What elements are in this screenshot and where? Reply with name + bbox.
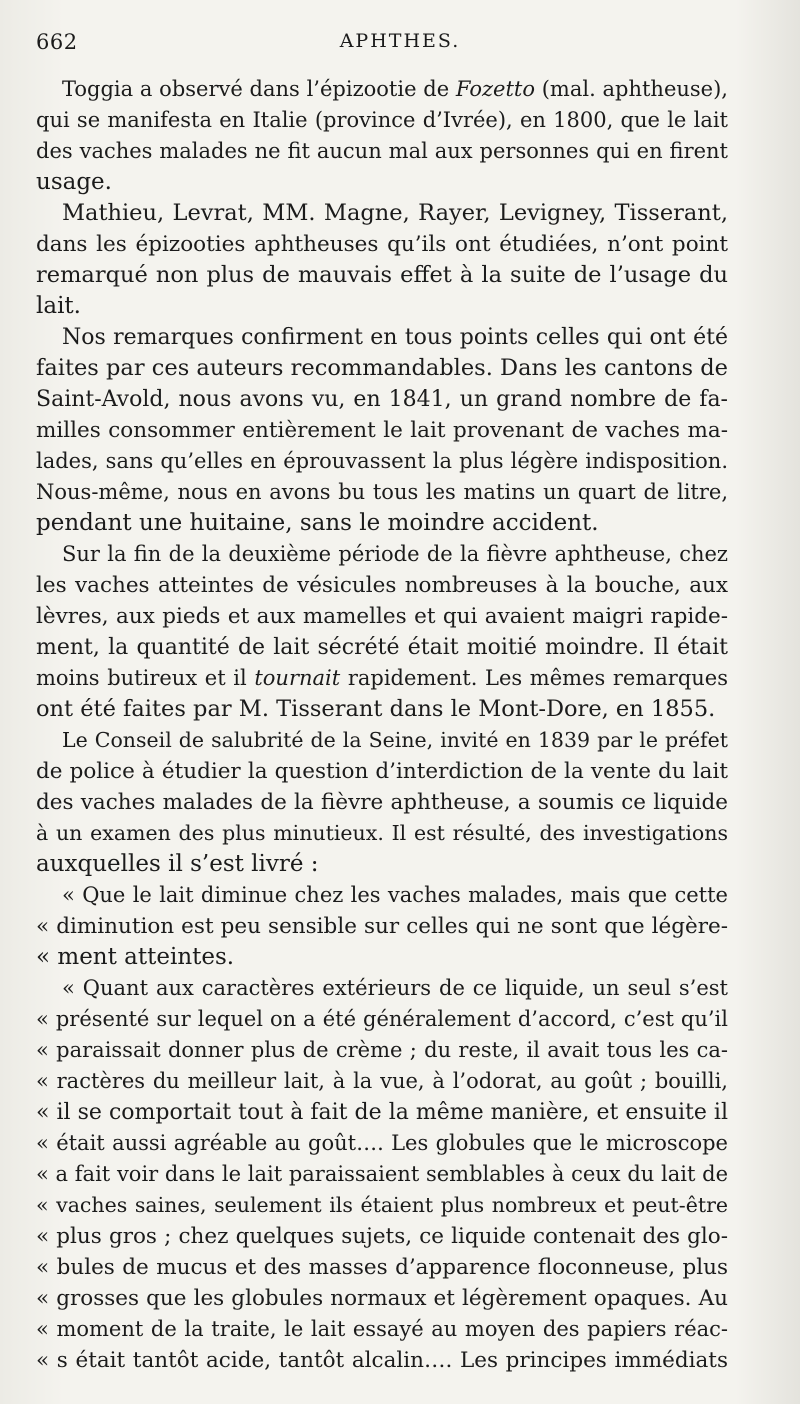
text-line: milles consommer entièrement le lait provenant de vaches ma- <box>36 418 728 443</box>
text-line: pendant une huitaine, sans le moindre accident. <box>36 510 599 536</box>
text-line: lades, sans qu’elles en éprouvassent la plus légère indisposition. <box>36 449 728 473</box>
text-line: auxquelles il s’est livré : <box>36 851 319 877</box>
text-line: « a fait voir dans le lait paraissaient semblables à ceux du lait de <box>36 1162 728 1186</box>
text-line: à un examen des plus minutieux. Il est résulté, des investigations <box>36 821 728 845</box>
text-line: qui se manifesta en Italie (province d’Ivrée), en 1800, que le lait <box>36 108 728 132</box>
text-line: ont été faites par M. Tisserant dans le Mont-Dore, en 1855. <box>36 696 716 722</box>
text-line: usage. <box>36 169 112 195</box>
text-line: « plus gros ; chez quelques sujets, ce liquide contenait des glo- <box>36 1224 728 1249</box>
text-line: lèvres, aux pieds et aux mamelles et qui avaient maigri rapide- <box>36 604 728 629</box>
text-line: des vaches malades ne fit aucun mal aux personnes qui en firent <box>36 139 728 163</box>
text-line: « vaches saines, seulement ils étaient plus nombreux et peut-être <box>36 1193 728 1217</box>
running-title: APHTHES. <box>339 30 461 52</box>
page-number: 662 <box>36 30 78 54</box>
text-line: lait. <box>36 293 81 319</box>
text-line: les vaches atteintes de vésicules nombreuses à la bouche, aux <box>36 573 728 598</box>
body-text <box>36 74 728 1376</box>
text-line: « Quant aux caractères extérieurs de ce liquide, un seul s’est <box>62 976 728 1000</box>
page-header <box>36 30 764 64</box>
text-line: Nous-même, nous en avons bu tous les matins un quart de litre, <box>36 480 728 504</box>
text-line: des vaches malades de la fièvre aphtheuse, a soumis ce liquide <box>36 790 728 815</box>
text-line: « diminution est peu sensible sur celles qui ne sont que légère- <box>36 914 728 939</box>
text-line: « moment de la traite, le lait essayé au moyen des papiers réac- <box>36 1317 728 1341</box>
text-line: de police à étudier la question d’interdiction de la vente du lait <box>36 759 728 784</box>
text-line: « était aussi agréable au goût…. Les globules que le microscope <box>36 1131 728 1155</box>
text-line: « s était tantôt acide, tantôt alcalin…. Les principes immédiats <box>36 1348 728 1373</box>
text-line: « Que le lait diminue chez les vaches malades, mais que cette <box>62 883 728 907</box>
text-line: « présenté sur lequel on a été généralement d’accord, c’est qu’il <box>36 1007 728 1031</box>
text-line: Toggia a observé dans l’épizootie de Fozetto (mal. aphtheuse), <box>62 77 728 101</box>
text-line: Saint-Avold, nous avons vu, en 1841, un grand nombre de fa- <box>36 387 728 412</box>
text-line: « ractères du meilleur lait, à la vue, à l’odorat, au goût ; bouilli, <box>36 1069 728 1093</box>
text-line: faites par ces auteurs recommandables. Dans les cantons de <box>36 355 728 381</box>
text-line: Le Conseil de salubrité de la Seine, invité en 1839 par le préfet <box>62 728 728 752</box>
text-line: Mathieu, Levrat, MM. Magne, Rayer, Levigney, Tisserant, <box>62 200 728 226</box>
text-line: « ment atteintes. <box>36 944 235 970</box>
text-line: ment, la quantité de lait sécrété était moitié moindre. Il était <box>36 635 728 660</box>
text-line: « paraissait donner plus de crème ; du reste, il avait tous les ca- <box>36 1038 728 1062</box>
text-line: remarqué non plus de mauvais effet à la suite de l’usage du <box>36 262 728 288</box>
text-line: dans les épizooties aphtheuses qu’ils ont étudiées, n’ont point <box>36 232 728 257</box>
text-line: « il se comportait tout à fait de la même manière, et ensuite il <box>36 1100 728 1125</box>
text-line: Nos remarques confirment en tous points celles qui ont été <box>62 325 728 350</box>
text-line: moins butireux et il tournait rapidement. Les mêmes remarques <box>36 666 728 690</box>
text-line: Sur la fin de la deuxième période de la fièvre aphtheuse, chez <box>62 542 728 566</box>
text-line: « grosses que les globules normaux et légèrement opaques. Au <box>36 1286 728 1311</box>
text-line: « bules de mucus et des masses d’apparence floconneuse, plus <box>36 1255 728 1280</box>
